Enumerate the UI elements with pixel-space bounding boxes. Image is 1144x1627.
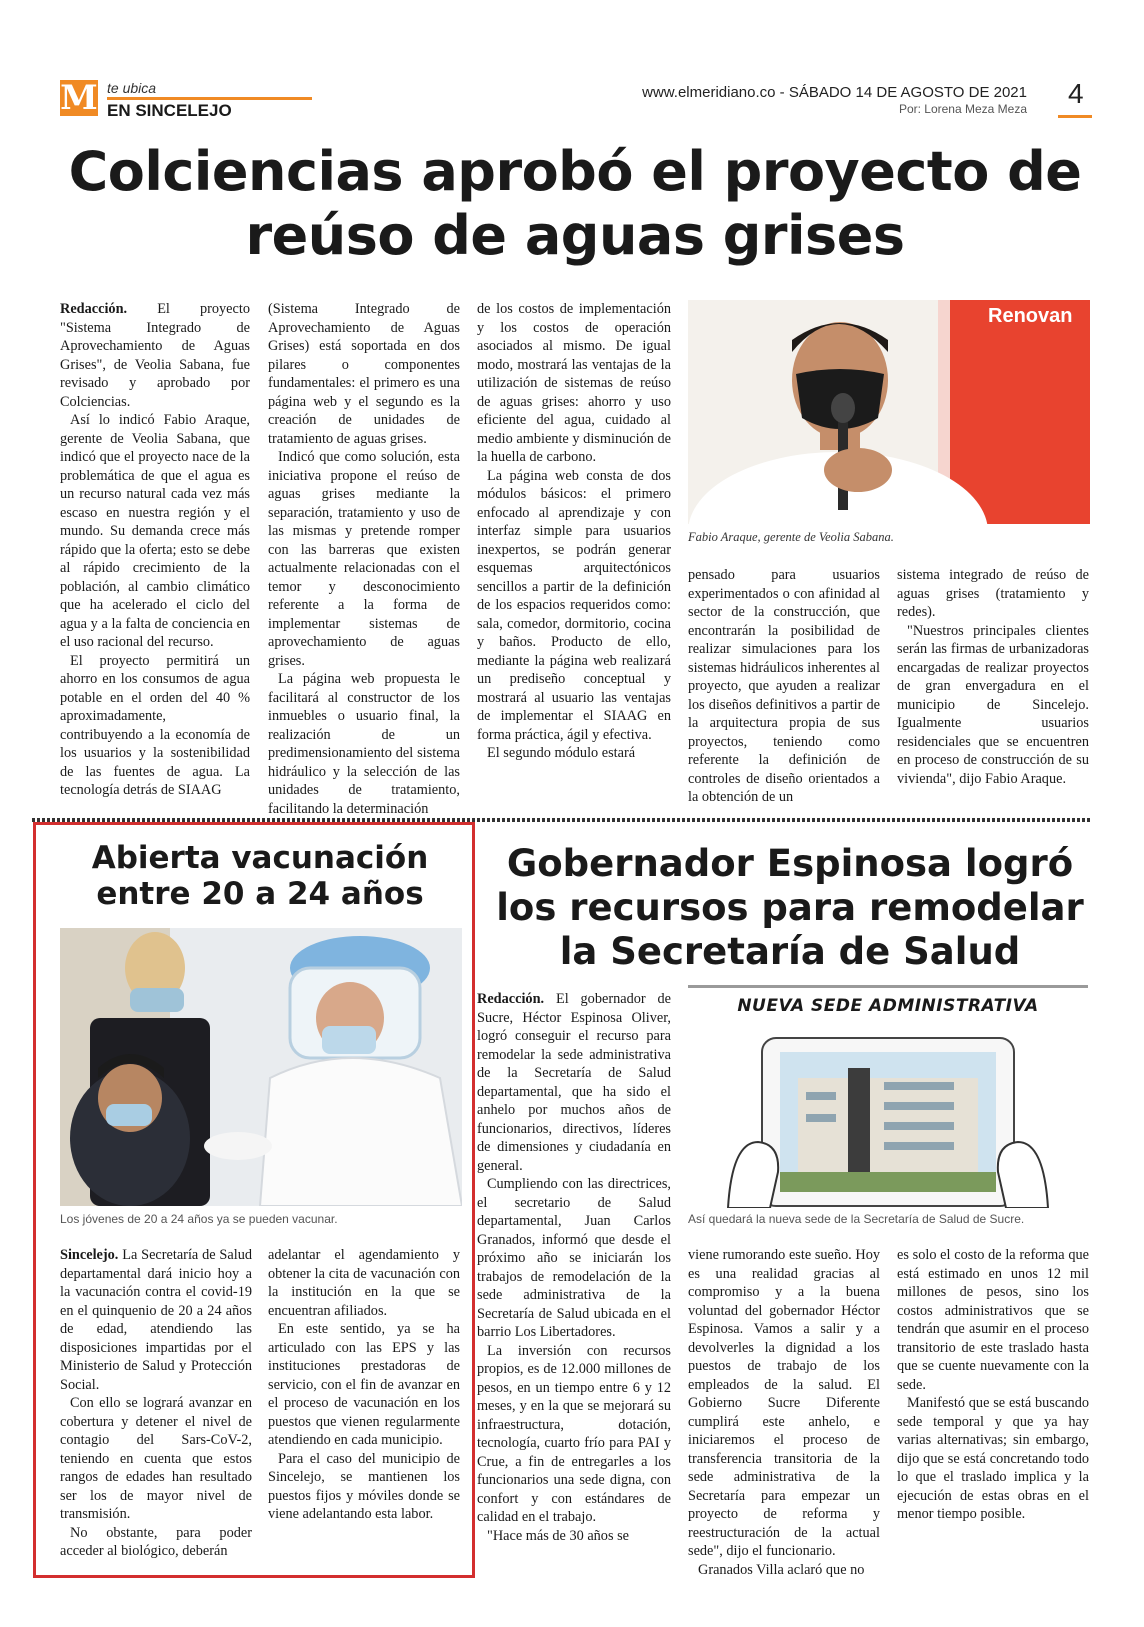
story1-column-4 [688, 566, 880, 807]
governor-headline: Gobernador Espinosa logró los recursos para remodelar la Secretaría de Salud [496, 842, 1084, 973]
paragraph: No obstante, para poder acceder al biológico, deberán [60, 1524, 252, 1559]
paragraph: El segundo módulo estará [487, 745, 636, 761]
paragraph: La página web consta de dos módulos básicos: el primero enfocado al aprendizaje y con interfaz simple para usuarios inexpertos, se podrán generar esquemas arquitectónicos sencillos a partir de la definición de los espacios requeridos como: sala, comedor, dormitorio, cocina y baños. Producto de ello, mediante la página web realizará un prediseño conceptual y mostrará al usuario las ventajas de implementar el SIAAG en forma práctica, ágil y efectiva. [477, 467, 671, 743]
paragraph: es solo el costo de la reforma que está estimado en unos 12 mil millones de pesos, sino los costos administrativos que se tendrán que asumir en el proceso transitorio de este traslado hasta que se cuente nuevamente con la sede. [897, 1247, 1089, 1393]
paragraph: adelantar el agendamiento y obtener la cita de vacunación con la institución en la que se encuentran afiliados. [268, 1247, 460, 1319]
paragraph: En este sentido, ya se ha articulado con las EPS y las instituciones prestadoras de servicio, con el fin de avanzar en el proceso de vacunación en los puestos que vienen regularmente atendiendo en cada municipio. [268, 1321, 460, 1448]
paragraph: Sincelejo. La Secretaría de Salud departamental dará inicio hoy a la vacunación contra el covid-19 en el quinquenio de 20 a 24 años de edad, atendiendo las disposiciones impartidas por el Ministerio de Salud y Protección Social. [60, 1247, 252, 1393]
paragraph: Indicó que como solución, esta iniciativa propone el reúso de aguas grises mediante la separación, tratamiento y uso de las mismas y pretende romper con las barreras que existen actualmente relacionadas con el temor y desconocimiento referente a la forma de implementar sistemas de aprovechamiento de aguas grises. [268, 449, 460, 669]
paragraph: Cumpliendo con las directrices, el secretario de Salud departamental, Juan Carlos Granados, informó que desde el próximo año se iniciarán los trabajos de remodelación de la sede administrativa de la Secretaría de Salud ubicada en el barrio Los Libertadores. [477, 1176, 671, 1340]
photo1-caption: Fabio Araque, gerente de Veolia Sabana. [688, 530, 894, 544]
banner-text: Renovan [988, 305, 1073, 327]
paragraph: Granados Villa aclaró que no [698, 1561, 865, 1578]
main-headline: Colciencias aprobó el proyecto de reúso de aguas grises [68, 140, 1082, 267]
paragraph: viene rumorando este sueño. Hoy es una realidad gracias al compromiso y a la buena voluntad del gobernador Héctor Espinosa. Vamos a salir y a devolverles la dignidad a los puestos de trabajo de los empleados de la salud. El Gobierno Sucre Diferente cumplirá este anhelo, e iniciaremos el proceso de transferencia transitoria de la sede administrativa de la Secretaría para empezar un proyecto de reforma y reestructuración de la actual sede", dijo el funcionario. [688, 1247, 880, 1559]
story1-column-3 [477, 300, 671, 763]
page-number-rule [1058, 115, 1092, 118]
paragraph: "Nuestros principales clientes serán las firmas de urbanizadoras encargadas de realizar proyectos de gran envergadura en el municipio de Sincelejo. Igualmente usuarios residenciales que se encuentren en proceso de construcción de su vivienda", dijo Fabio Araque. [897, 622, 1089, 787]
new-building-graphic [688, 1022, 1088, 1208]
paragraph: La página web propuesta le facilitará al constructor de los inmuebles o usuario final, la realización de un predimensionamiento del sistema hidráulico y la selección de las unidades de tratamiento, facilitando la determinación [268, 671, 460, 817]
paragraph: Redacción. El proyecto "Sistema Integrado de Aprovechamiento de Aguas Grises", de Veolia Sabana, fue revisado y aprobado por Colciencias. [60, 301, 250, 410]
paragraph: sistema integrado de reúso de aguas grises (tratamiento y redes). [897, 567, 1089, 620]
paragraph: "Hace más de 30 años se [487, 1527, 630, 1544]
story2-column-1 [60, 1246, 252, 1561]
paragraph: La inversión con recursos propios, es de 12.000 millones de pesos, en un tiempo entre 6 y 12 meses, y en la que se mejorará su infraestructura, dotación, tecnología, cuarto frío para PAI y Crue, a fin de entregarles a los funcionarios una sede digna, con confort y con estándares de calidad en el trabajo. [477, 1342, 671, 1525]
fabio-araque-photo [688, 300, 1090, 524]
photo2-caption: Los jóvenes de 20 a 24 años ya se pueden vacunar. [60, 1212, 338, 1226]
paragraph: Manifestó que se está buscando sede temporal y que ya hay varias alternativas; sin embargo, dijo que se está concretando todo lo que el traslado implica y la ejecución de estas obras en el menor tiempo posible. [897, 1395, 1089, 1522]
vaccination-headline: Abierta vacunación entre 20 a 24 años [91, 840, 429, 912]
paragraph: de los costos de implementación y los costos de operación asociados al mismo. De igual modo, mostrará las ventajas de la utilización de sistemas de reúso de aguas grises: ahorro y uso eficiente del agua, cuidado al medio ambiente y disminución de la huella de carbono. [477, 301, 671, 465]
story3-column-3 [897, 1246, 1089, 1524]
story1-column-2 [268, 300, 460, 818]
story3-column-1 [477, 990, 671, 1545]
section-kicker: te ubica [107, 80, 157, 96]
paragraph: Con ello se logrará avanzar en cobertura y detener el nivel de contagio del Sars-CoV-2, teniendo en cuenta que estos rangos de edades han resultado ser los de mayor nivel de transmisión. [60, 1395, 252, 1522]
graphic-rule [688, 985, 1088, 988]
graphic-title: NUEVA SEDE ADMINISTRATIVA [737, 996, 1039, 1016]
story3-column-2 [688, 1246, 880, 1579]
story1-column-1 [60, 300, 250, 800]
byline: Por: Lorena Meza Meza [898, 102, 1027, 116]
section-name: EN SINCELEJO [107, 101, 232, 120]
vaccination-photo [60, 928, 462, 1206]
paragraph: El proyecto permitirá un ahorro en los consumos de agua potable en el orden del 40 % aproximadamente, contribuyendo a la economía de los usuarios y la sostenibilidad de las fuentes de agua. La tecnología detrás de SIAAG [60, 652, 250, 798]
paragraph: pensado para usuarios experimentados o con afinidad al sector de la construcción, que encontrarán la posibilidad de realizar simulaciones para los sistemas hidráulicos inherentes al proyecto, que ayuden a realizar los diseños definitivos a partir de la arquitectura propia de sus proyectos, teniendo como referente la definición de controles de diseño orientados a la obtención de un [688, 567, 880, 805]
page-number: 4 [1068, 78, 1084, 109]
paragraph: (Sistema Integrado de Aprovechamiento de Aguas Grises) está soportada en dos pilares o componentes fundamentales: el primero es una página web y el segundo es la creación de unidades de tratamiento de aguas grises. [268, 301, 460, 447]
el-meridiano-logo: M [60, 78, 98, 118]
paragraph: Redacción. El gobernador de Sucre, Héctor Espinosa Oliver, logró conseguir el recurso para remodelar la sede administrativa de la Secretaría de Salud departamental, que ha sido el anhelo por muchos años de funcionarios, directivos, líderes de dimensiones y ciudadanía en general. [477, 991, 671, 1174]
site-date-line: www.elmeridiano.co - SÁBADO 14 DE AGOSTO DE 2021 [642, 84, 1027, 101]
paragraph: Así lo indicó Fabio Araque, gerente de Veolia Sabana, que indicó que el proyecto nace de la problemática de que el agua es un recurso natural cada vez más escaso en nuestra región y el mundo. Su demanda crece más rápido que la oferta; esto se debe al rápido crecimiento de la población, al cambio climático que ha acelerado el ciclo del agua y a la falta de conciencia en el uso racional del recurso. [60, 412, 250, 650]
story1-column-5 [897, 566, 1089, 788]
photo3-caption: Así quedará la nueva sede de la Secretaría de Salud de Sucre. [688, 1212, 1025, 1226]
section-rule [107, 97, 312, 100]
story2-column-2 [268, 1246, 460, 1524]
paragraph: Para el caso del municipio de Sincelejo, se mantienen los puestos fijos y móviles donde se viene adelantando esta labor. [268, 1450, 460, 1522]
